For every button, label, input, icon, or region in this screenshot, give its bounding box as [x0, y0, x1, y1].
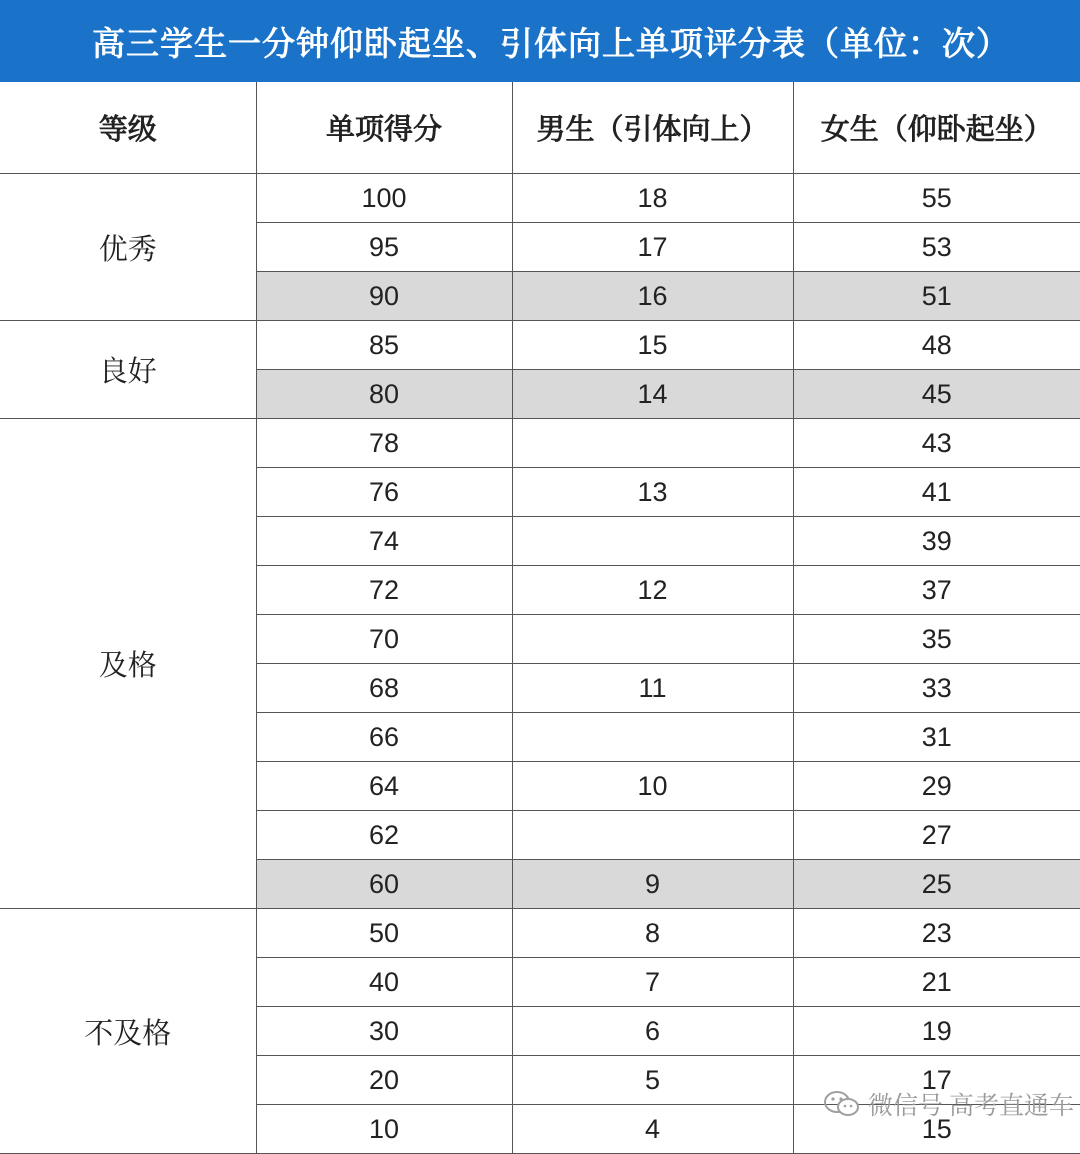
level-cell: 及格	[0, 419, 256, 909]
male-count-cell: 11	[512, 664, 793, 713]
score-cell: 90	[256, 272, 512, 321]
score-cell: 30	[256, 1007, 512, 1056]
female-count-cell: 15	[793, 1105, 1080, 1154]
table-row	[0, 321, 1080, 370]
male-count-cell	[512, 419, 793, 468]
female-count-cell: 33	[793, 664, 1080, 713]
female-count-cell: 37	[793, 566, 1080, 615]
male-count-cell: 5	[512, 1056, 793, 1105]
score-table	[0, 82, 1080, 1154]
female-count-cell: 48	[793, 321, 1080, 370]
male-count-cell: 18	[512, 174, 793, 223]
male-count-cell: 6	[512, 1007, 793, 1056]
female-count-cell: 43	[793, 419, 1080, 468]
table-row	[0, 419, 1080, 468]
score-cell: 74	[256, 517, 512, 566]
male-count-cell: 13	[512, 468, 793, 517]
female-count-cell: 27	[793, 811, 1080, 860]
female-count-cell: 25	[793, 860, 1080, 909]
score-cell: 64	[256, 762, 512, 811]
header-female: 女生（仰卧起坐）	[793, 82, 1080, 174]
score-cell: 50	[256, 909, 512, 958]
male-count-cell: 16	[512, 272, 793, 321]
female-count-cell: 17	[793, 1056, 1080, 1105]
score-cell: 68	[256, 664, 512, 713]
table-body	[0, 174, 1080, 1154]
female-count-cell: 31	[793, 713, 1080, 762]
score-cell: 100	[256, 174, 512, 223]
score-cell: 72	[256, 566, 512, 615]
female-count-cell: 23	[793, 909, 1080, 958]
score-cell: 40	[256, 958, 512, 1007]
female-count-cell: 21	[793, 958, 1080, 1007]
score-cell: 76	[256, 468, 512, 517]
male-count-cell: 7	[512, 958, 793, 1007]
male-count-cell: 12	[512, 566, 793, 615]
watermark-label: 微信号	[868, 1091, 944, 1120]
male-count-cell	[512, 615, 793, 664]
table-row	[0, 174, 1080, 223]
score-cell: 20	[256, 1056, 512, 1105]
male-count-cell: 10	[512, 762, 793, 811]
female-count-cell: 45	[793, 370, 1080, 419]
score-cell: 80	[256, 370, 512, 419]
score-cell: 78	[256, 419, 512, 468]
female-count-cell: 29	[793, 762, 1080, 811]
male-count-cell: 9	[512, 860, 793, 909]
score-cell: 60	[256, 860, 512, 909]
score-cell: 70	[256, 615, 512, 664]
male-count-cell: 14	[512, 370, 793, 419]
header-row	[0, 82, 1080, 174]
score-cell: 95	[256, 223, 512, 272]
table-row	[0, 909, 1080, 958]
level-cell: 优秀	[0, 174, 256, 321]
female-count-cell: 41	[793, 468, 1080, 517]
male-count-cell: 4	[512, 1105, 793, 1154]
header-score: 单项得分	[256, 82, 512, 174]
male-count-cell: 17	[512, 223, 793, 272]
level-cell: 良好	[0, 321, 256, 419]
female-count-cell: 19	[793, 1007, 1080, 1056]
male-count-cell	[512, 713, 793, 762]
score-cell: 85	[256, 321, 512, 370]
female-count-cell: 35	[793, 615, 1080, 664]
score-cell: 66	[256, 713, 512, 762]
score-cell: 62	[256, 811, 512, 860]
level-cell: 不及格	[0, 909, 256, 1154]
table-header	[0, 82, 1080, 174]
header-male: 男生（引体向上）	[512, 82, 793, 174]
female-count-cell: 55	[793, 174, 1080, 223]
male-count-cell: 15	[512, 321, 793, 370]
male-count-cell: 8	[512, 909, 793, 958]
score-cell: 10	[256, 1105, 512, 1154]
male-count-cell	[512, 811, 793, 860]
female-count-cell: 39	[793, 517, 1080, 566]
header-level: 等级	[0, 82, 256, 174]
male-count-cell	[512, 517, 793, 566]
female-count-cell: 51	[793, 272, 1080, 321]
female-count-cell: 53	[793, 223, 1080, 272]
watermark-account: 高考直通车	[949, 1091, 1075, 1120]
page-title: 高三学生一分钟仰卧起坐、引体向上单项评分表（单位：次）	[0, 0, 1080, 82]
